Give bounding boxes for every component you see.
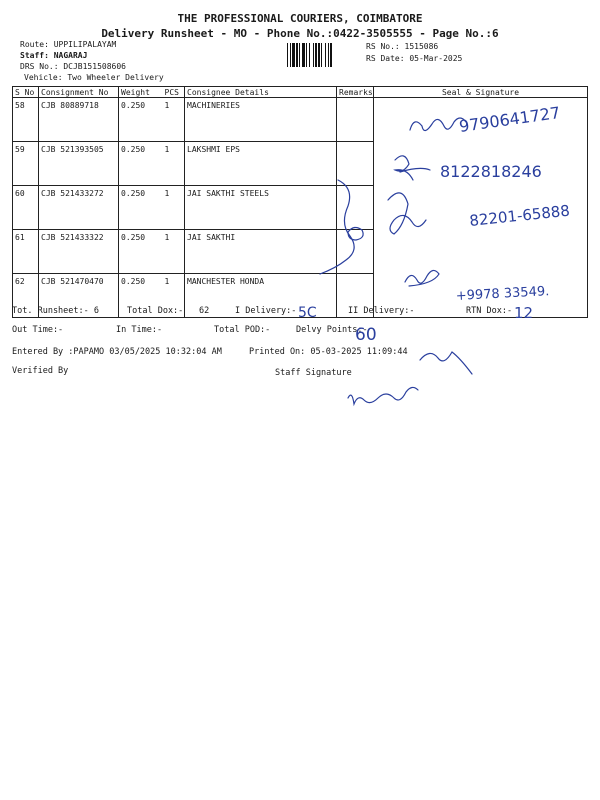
row-sno: 60 bbox=[13, 186, 39, 230]
row-sno: 58 bbox=[13, 98, 39, 142]
total-dox-value: 62 bbox=[199, 306, 210, 316]
row-pcs: 1 bbox=[163, 186, 185, 230]
row-consignment-no: CJB 521433272 bbox=[39, 186, 119, 230]
col-pcs: PCS bbox=[163, 87, 185, 98]
runsheet-table bbox=[12, 86, 588, 318]
total-runsheet: Tot. Runsheet:- 6 bbox=[12, 306, 99, 316]
printed-on: Printed On: 05-03-2025 11:09:44 bbox=[249, 347, 408, 357]
row-remarks bbox=[337, 142, 374, 186]
ii-delivery-label: II Delivery:- bbox=[348, 306, 415, 316]
table-row bbox=[13, 186, 588, 230]
row-remarks bbox=[337, 230, 374, 274]
barcode bbox=[287, 43, 357, 67]
row-sno: 61 bbox=[13, 230, 39, 274]
i-delivery-label: I Delivery:- bbox=[235, 306, 297, 316]
verified-by-label: Verified By bbox=[12, 366, 69, 376]
col-consignment-no: Consignment No bbox=[39, 87, 119, 98]
handwritten-phone-3: 82201-65888 bbox=[468, 201, 571, 230]
table-row bbox=[13, 98, 588, 142]
row-seal-signature bbox=[374, 186, 588, 230]
col-seal-signature: Seal & Signature bbox=[374, 87, 588, 98]
row-consignment-no: CJB 80889718 bbox=[39, 98, 119, 142]
rtn-dox-label: RTN Dox:- bbox=[466, 306, 513, 316]
handwritten-rtn-dox: 12 bbox=[514, 304, 534, 322]
table-header-row bbox=[13, 87, 588, 98]
handwritten-phone-4: +9978 33549. bbox=[455, 284, 550, 304]
row-pcs: 1 bbox=[163, 274, 185, 318]
route-label: Route: UPPILIPALAYAM bbox=[20, 40, 117, 49]
row-remarks bbox=[337, 98, 374, 142]
row-pcs: 1 bbox=[163, 142, 185, 186]
company-title: THE PROFESSIONAL COURIERS, COIMBATORE bbox=[177, 12, 423, 25]
row-weight: 0.250 bbox=[119, 98, 163, 142]
vehicle-label: Vehicle: Two Wheeler Delivery bbox=[24, 73, 164, 82]
row-seal-signature bbox=[374, 142, 588, 186]
delvy-points-label: Delvy Points:- bbox=[296, 325, 368, 335]
total-pod-label: Total POD:- bbox=[214, 325, 271, 335]
table-row bbox=[13, 230, 588, 274]
staff-signature-scribble-icon bbox=[348, 387, 418, 404]
handwritten-delvy-points: 60 bbox=[355, 325, 377, 345]
col-sno: S No bbox=[13, 87, 39, 98]
table-row bbox=[13, 142, 588, 186]
in-time-label: In Time:- bbox=[116, 325, 163, 335]
row-consignment-no: CJB 521393505 bbox=[39, 142, 119, 186]
row-consignee: JAI SAKTHI bbox=[185, 230, 337, 274]
row-weight: 0.250 bbox=[119, 274, 163, 318]
runsheet-subtitle: Delivery Runsheet - MO - Phone No.:0422-3505555 - Page No.:6 bbox=[101, 27, 499, 40]
row-weight: 0.250 bbox=[119, 186, 163, 230]
row-sno: 62 bbox=[13, 274, 39, 318]
staff-label: Staff: NAGARAJ bbox=[20, 51, 88, 60]
row-consignee: MACHINERIES bbox=[185, 98, 337, 142]
row-consignee: MANCHESTER HONDA bbox=[185, 274, 337, 318]
out-time-label: Out Time:- bbox=[12, 325, 64, 335]
row-seal-signature bbox=[374, 230, 588, 274]
row-pcs: 1 bbox=[163, 98, 185, 142]
row-consignment-no: CJB 521433322 bbox=[39, 230, 119, 274]
row-weight: 0.250 bbox=[119, 142, 163, 186]
total-dox-label: Total Dox:- bbox=[127, 306, 184, 316]
row-sno: 59 bbox=[13, 142, 39, 186]
entered-by: Entered By :PAPAMO 03/05/2025 10:32:04 AM bbox=[12, 347, 222, 357]
drs-number: DRS No.: DCJB151508606 bbox=[20, 62, 126, 71]
handwritten-phone-2: 8122818246 bbox=[440, 162, 542, 181]
row-weight: 0.250 bbox=[119, 230, 163, 274]
row-consignee: LAKSHMI EPS bbox=[185, 142, 337, 186]
row-remarks bbox=[337, 186, 374, 230]
row-consignment-no: CJB 521470470 bbox=[39, 274, 119, 318]
staff-signature-scribble-icon bbox=[420, 352, 472, 374]
col-consignee: Consignee Details bbox=[185, 87, 337, 98]
row-consignee: JAI SAKTHI STEELS bbox=[185, 186, 337, 230]
staff-signature-label: Staff Signature bbox=[275, 368, 352, 378]
row-seal-signature bbox=[374, 98, 588, 142]
row-pcs: 1 bbox=[163, 230, 185, 274]
rs-date: RS Date: 05-Mar-2025 bbox=[366, 54, 463, 63]
handwritten-phone-1: 9790641727 bbox=[457, 102, 562, 136]
handwritten-i-delivery: 5C bbox=[298, 305, 317, 321]
col-weight: Weight bbox=[119, 87, 163, 98]
col-remarks: Remarks bbox=[337, 87, 374, 98]
rs-number: RS No.: 1515086 bbox=[366, 42, 439, 51]
